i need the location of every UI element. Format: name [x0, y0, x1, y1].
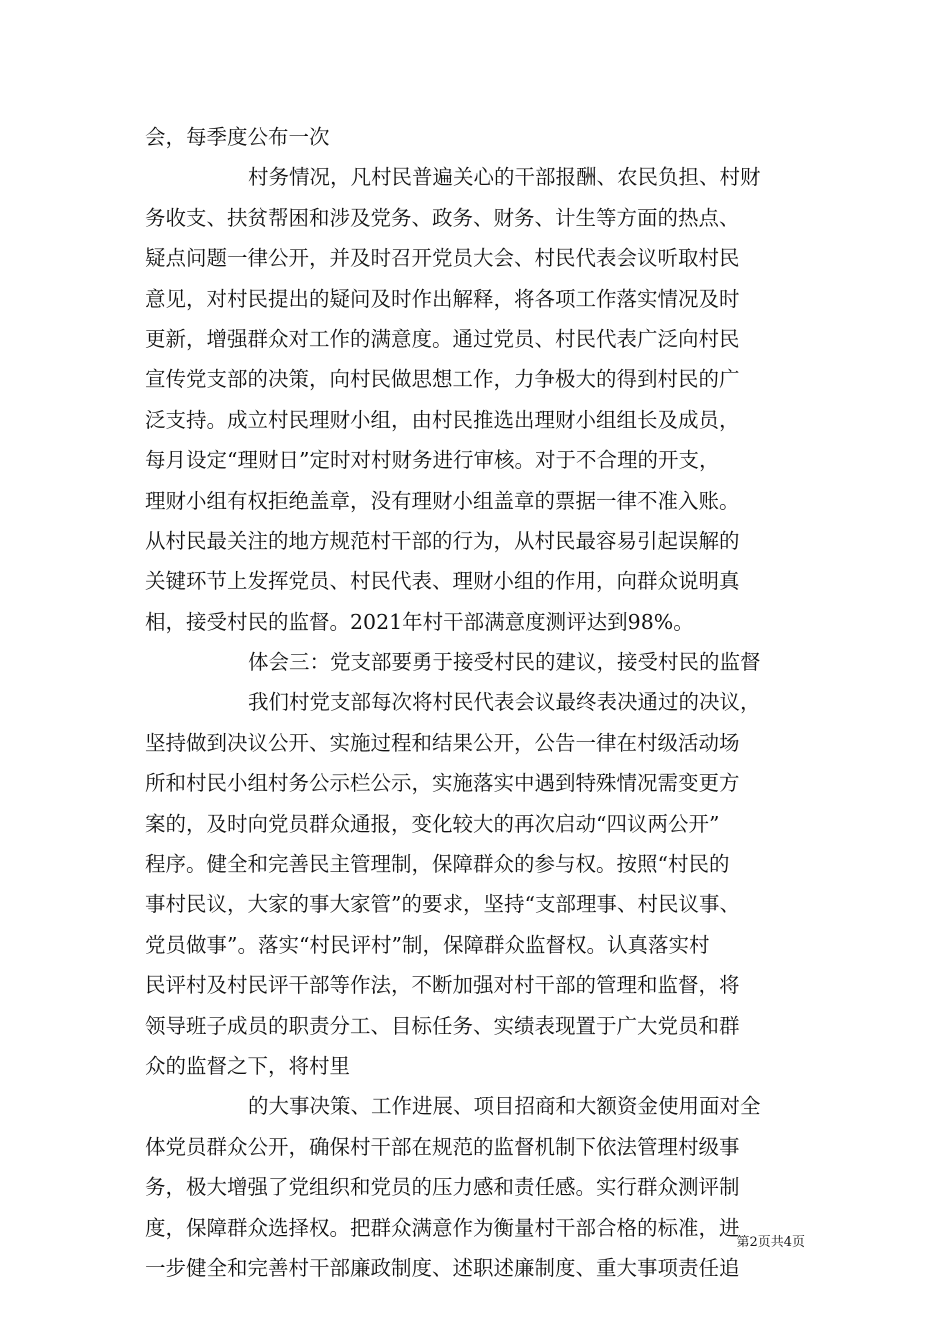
text-line: 会，每季度公布一次 [145, 125, 330, 149]
document-body [145, 117, 805, 1288]
text-line: 领导班子成员的职责分工、目标任务、实绩表现置于广大党员和群 [145, 1013, 740, 1038]
text-line: 案的，及时向党员群众通报，变化较大的再次启动“四议两公开” [145, 811, 720, 836]
text-line: 从村民最关注的地方规范村干部的行为，从村民最容易引起误解的 [145, 528, 740, 553]
text-line: 体党员群众公开，确保村干部在规范的监督机制下依法管理村级事 [145, 1134, 740, 1159]
text-line: 坚持做到决议公开、实施过程和结果公开，公告一律在村级活动场 [145, 730, 740, 755]
text-line: 的大事决策、工作进展、项目招商和大额资金使用面对全 [248, 1094, 761, 1119]
text-line: 务收支、扶贫帮困和涉及党务、政务、财务、计生等方面的热点、 [145, 205, 740, 230]
text-line: 事村民议，大家的事大家管”的要求，坚持“支部理事、村民议事、 [145, 892, 740, 917]
text-line: 理财小组有权拒绝盖章，没有理财小组盖章的票据一律不准入账。 [145, 488, 740, 513]
page-footer: 第2页共4页 [736, 1235, 805, 1250]
text-line: 民评村及村民评干部等作法，不断加强对村干部的管理和监督，将 [145, 973, 740, 998]
text-line: 一步健全和完善村干部廉政制度、述职述廉制度、重大事项责任追 [145, 1255, 740, 1280]
text-line: 务，极大增强了党组织和党员的压力感和责任感。实行群众测评制 [145, 1175, 740, 1200]
text-line: 宣传党支部的决策，向村民做思想工作，力争极大的得到村民的广 [145, 367, 740, 392]
text-line: 所和村民小组村务公示栏公示，实施落实中遇到特殊情况需变更方 [145, 771, 740, 796]
text-line: 意见，对村民提出的疑问及时作出解释，将各项工作落实情况及时 [145, 286, 740, 311]
text-line: 众的监督之下，将村里 [145, 1053, 350, 1078]
text-line: 度，保障群众选择权。把群众满意作为衡量村干部合格的标准，进 [145, 1215, 740, 1240]
text-line: 疑点问题一律公开，并及时召开党员大会、村民代表会议听取村民 [145, 246, 740, 271]
text-line: 体会三：党支部要勇于接受村民的建议，接受村民的监督 [248, 650, 761, 675]
text-line: 村务情况，凡村民普遍关心的干部报酬、农民负担、村财 [248, 165, 761, 190]
text-line: 相，接受村民的监督。2021年村干部满意度测评达到98%。 [145, 609, 694, 634]
text-line: 每月设定“理财日”定时对村财务进行审核。对于不合理的开支， [145, 448, 720, 473]
text-line: 党员做事”。落实“村民评村”制，保障群众监督权。认真落实村 [145, 932, 710, 957]
text-line: 更新，增强群众对工作的满意度。通过党员、村民代表广泛向村民 [145, 326, 740, 351]
text-line: 关键环节上发挥党员、村民代表、理财小组的作用，向群众说明真 [145, 569, 740, 594]
text-line: 泛支持。成立村民理财小组，由村民推选出理财小组组长及成员， [145, 407, 740, 432]
text-line: 程序。健全和完善民主管理制，保障群众的参与权。按照“村民的 [145, 852, 730, 877]
text-line: 我们村党支部每次将村民代表会议最终表决通过的决议， [248, 690, 761, 715]
